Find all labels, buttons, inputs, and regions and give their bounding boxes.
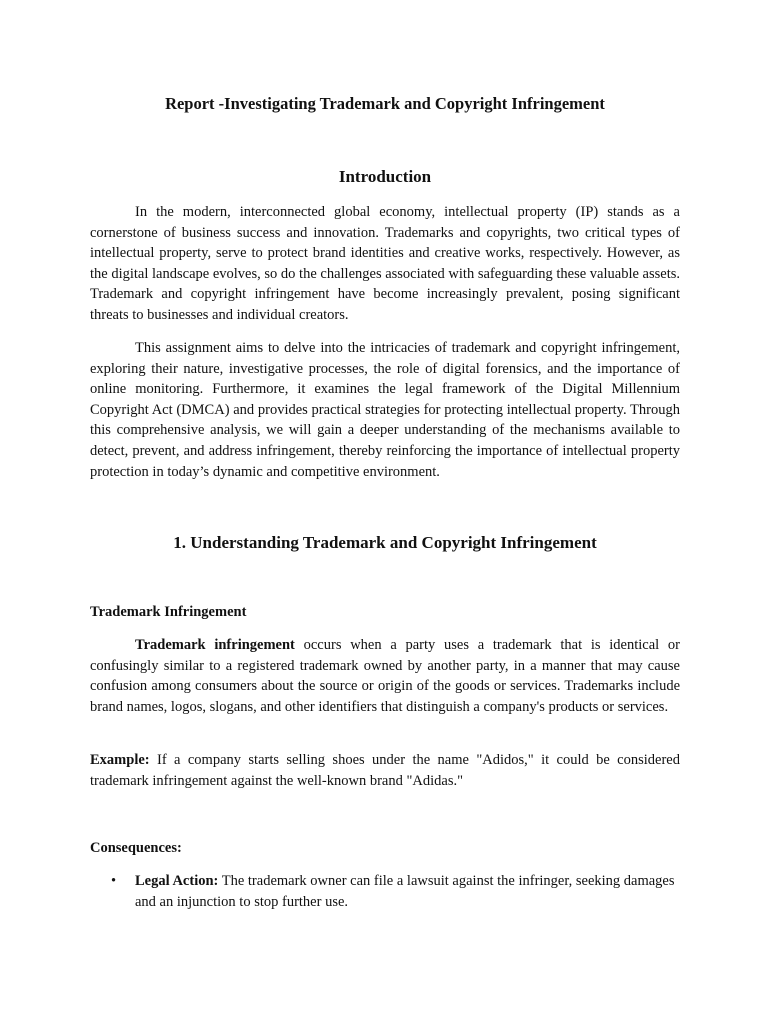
trademark-definition-term: Trademark infringement	[135, 637, 295, 653]
consequence-label: Legal Action:	[135, 873, 219, 889]
introduction-heading: Introduction	[338, 167, 432, 186]
example-paragraph	[90, 750, 680, 791]
report-title: Report -Investigating Trademark and Copyright Infringement	[165, 94, 605, 113]
intro-paragraph-1: In the modern, interconnected global economy, intellectual property (IP) stands as a cornerstone of business success and innovation. Trademarks and copyrights, two critical types of intellectual property, serve to protect brand identities and creative works, respectively. However, as the digital landscape evolves, so do the challenges associated with safeguarding these valuable assets. Trademark and copyright infringement have become increasingly prevalent, posing significant threats to businesses and individual creators.	[90, 204, 680, 323]
trademark-definition-paragraph	[90, 635, 680, 717]
consequence-text: The trademark owner can file a lawsuit against the infringer, seeking damages and an injunction to stop further use.	[135, 873, 675, 910]
consequences-list	[90, 871, 680, 912]
intro-paragraph-2: This assignment aims to delve into the intricacies of trademark and copyright infringement, exploring their nature, investigative processes, the role of digital forensics, and the importance of online monitoring. Furthermore, it examines the legal framework of the Digital Millennium Copyright Act (DMCA) and provides practical strategies for protecting intellectual property. Through this comprehensive analysis, we will gain a deeper understanding of the mechanisms available to detect, prevent, and address infringement, thereby reinforcing the importance of intellectual property protection in today’s dynamic and competitive environment.	[90, 340, 680, 480]
consequences-label: Consequences:	[90, 840, 182, 856]
trademark-definition-text: occurs when a party uses a trademark that is identical or confusingly similar to a registered trademark owned by another party, in a manner that may cause confusion among consumers about the source or origin of the goods or services. Trademarks include brand names, logos, slogans, and other identifiers that distinguish a company's products or services.	[90, 637, 680, 715]
trademark-infringement-subheading: Trademark Infringement	[90, 604, 247, 620]
bullet-icon: •	[111, 873, 117, 889]
example-text: If a company starts selling shoes under the name "Adidos," it could be considered trademark infringement against the well-known brand "Adidas."	[90, 752, 680, 789]
list-item	[90, 871, 680, 912]
section-1-heading: 1. Understanding Trademark and Copyright Infringement	[173, 533, 597, 552]
example-label: Example:	[90, 752, 150, 768]
